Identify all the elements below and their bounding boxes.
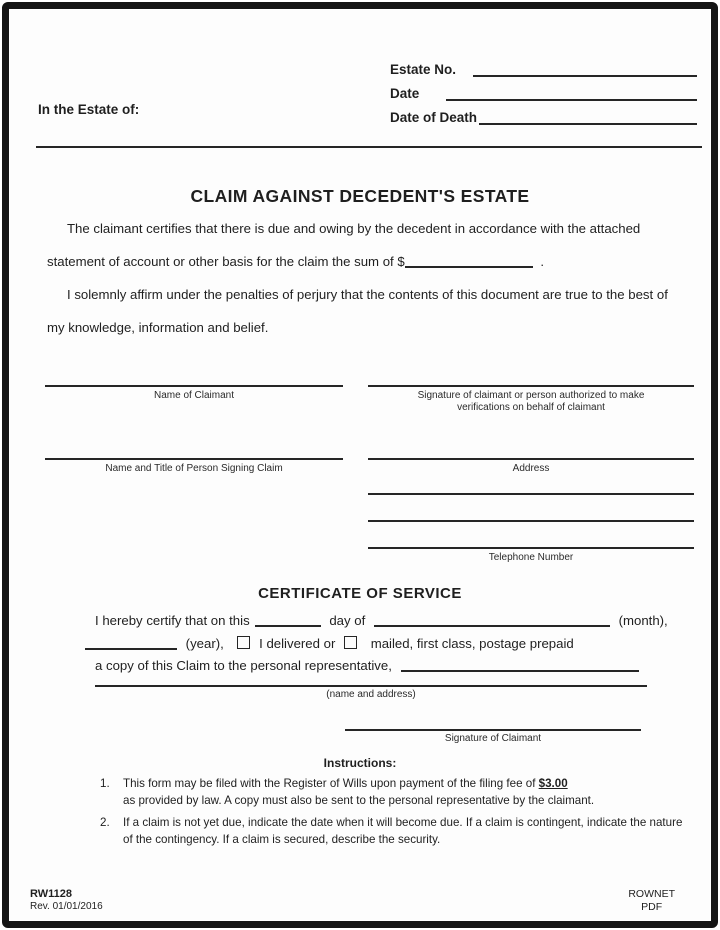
claim-para1-line2: statement of account or other basis for the claim the sum of $ . [47, 254, 545, 269]
footer-form-info [30, 888, 103, 913]
instruction-1-text: This form may be filed with the Register of Wills upon payment of the filing fee of $3.00 as provided by law. A copy must also be sent to the personal representative by the claimant. [123, 777, 595, 807]
in-the-estate-of-label: In the Estate of: [38, 102, 140, 117]
date-of-death-row [390, 101, 697, 125]
mailed-checkbox[interactable] [344, 636, 357, 649]
date-label: Date [390, 86, 420, 101]
date-field[interactable] [446, 75, 697, 101]
instruction-item-2 [100, 815, 685, 848]
instruction-2-text: If a claim is not yet due, indicate the date when it will become due. If a claim is contingent, indicate the nature of the contingency. If a claim is secured, describe the security. [123, 816, 683, 846]
name-title-line[interactable] [45, 458, 343, 460]
estate-no-row [390, 53, 697, 77]
date-row [390, 77, 697, 101]
revision-date: Rev. 01/01/2016 [30, 900, 103, 912]
form-title: CLAIM AGAINST DECEDENT'S ESTATE [190, 186, 530, 206]
estate-no-field[interactable] [473, 51, 697, 77]
certificate-body [95, 610, 695, 678]
name-title-label: Name and Title of Person Signing Claim [105, 463, 283, 474]
address-line[interactable] [368, 458, 694, 460]
claimant-signature-line[interactable] [368, 385, 694, 387]
instructions-title: Instructions: [323, 756, 397, 770]
estate-no-label: Estate No. [390, 62, 457, 77]
affirmation-paragraph [47, 278, 693, 344]
claim-para1-line1: The claimant certifies that there is due and owing by the decedent in accordance with the attached [67, 221, 641, 236]
month-field[interactable] [374, 612, 610, 627]
affirmation-line1: I solemnly affirm under the penalties of perjury that the contents of this document are true to the best of [67, 287, 668, 302]
instruction-2-number: 2. [100, 816, 110, 829]
brand-line-2: PDF [641, 901, 663, 913]
date-of-death-label: Date of Death [390, 110, 478, 125]
certificate-line-1: I hereby certify that on this day of (month), [95, 613, 668, 628]
claim-paragraph-1 [47, 212, 693, 278]
header-divider [36, 146, 702, 148]
telephone-label: Telephone Number [488, 552, 574, 563]
claimant-signature-label: Signature of claimant or person authorized to make verifications on behalf of claimant [417, 390, 645, 413]
certificate-line-2: (year), I delivered or mailed, first class, postage prepaid [85, 633, 695, 656]
filing-fee-amount: $3.00 [538, 777, 568, 790]
header-fields [390, 53, 697, 125]
personal-representative-field[interactable] [401, 657, 639, 672]
name-address-line[interactable] [95, 685, 647, 687]
form-number: RW1128 [30, 888, 72, 900]
telephone-line[interactable] [368, 547, 694, 549]
claim-amount-field[interactable] [405, 253, 533, 268]
certificate-line-3: a copy of this Claim to the personal representative, [95, 655, 695, 678]
form-page [9, 9, 711, 921]
name-of-claimant-line[interactable] [45, 385, 343, 387]
brand-line-1: ROWNET [628, 888, 675, 900]
name-of-claimant-label: Name of Claimant [153, 390, 235, 401]
signature-of-claimant-line[interactable] [345, 729, 641, 731]
address-line-3[interactable] [368, 520, 694, 522]
address-label: Address [512, 463, 550, 474]
instruction-1-number: 1. [100, 777, 110, 790]
instruction-item-1 [100, 776, 675, 809]
affirmation-line2: my knowledge, information and belief. [47, 320, 269, 335]
name-address-label: (name and address) [326, 689, 416, 700]
date-of-death-field[interactable] [479, 99, 697, 125]
certificate-title: CERTIFICATE OF SERVICE [258, 585, 462, 602]
footer-brand [628, 888, 675, 914]
year-field[interactable] [85, 635, 177, 650]
day-field[interactable] [255, 612, 321, 627]
signature-of-claimant-label: Signature of Claimant [444, 733, 542, 744]
address-line-2[interactable] [368, 493, 694, 495]
page-border [2, 2, 718, 928]
delivered-checkbox[interactable] [237, 636, 250, 649]
